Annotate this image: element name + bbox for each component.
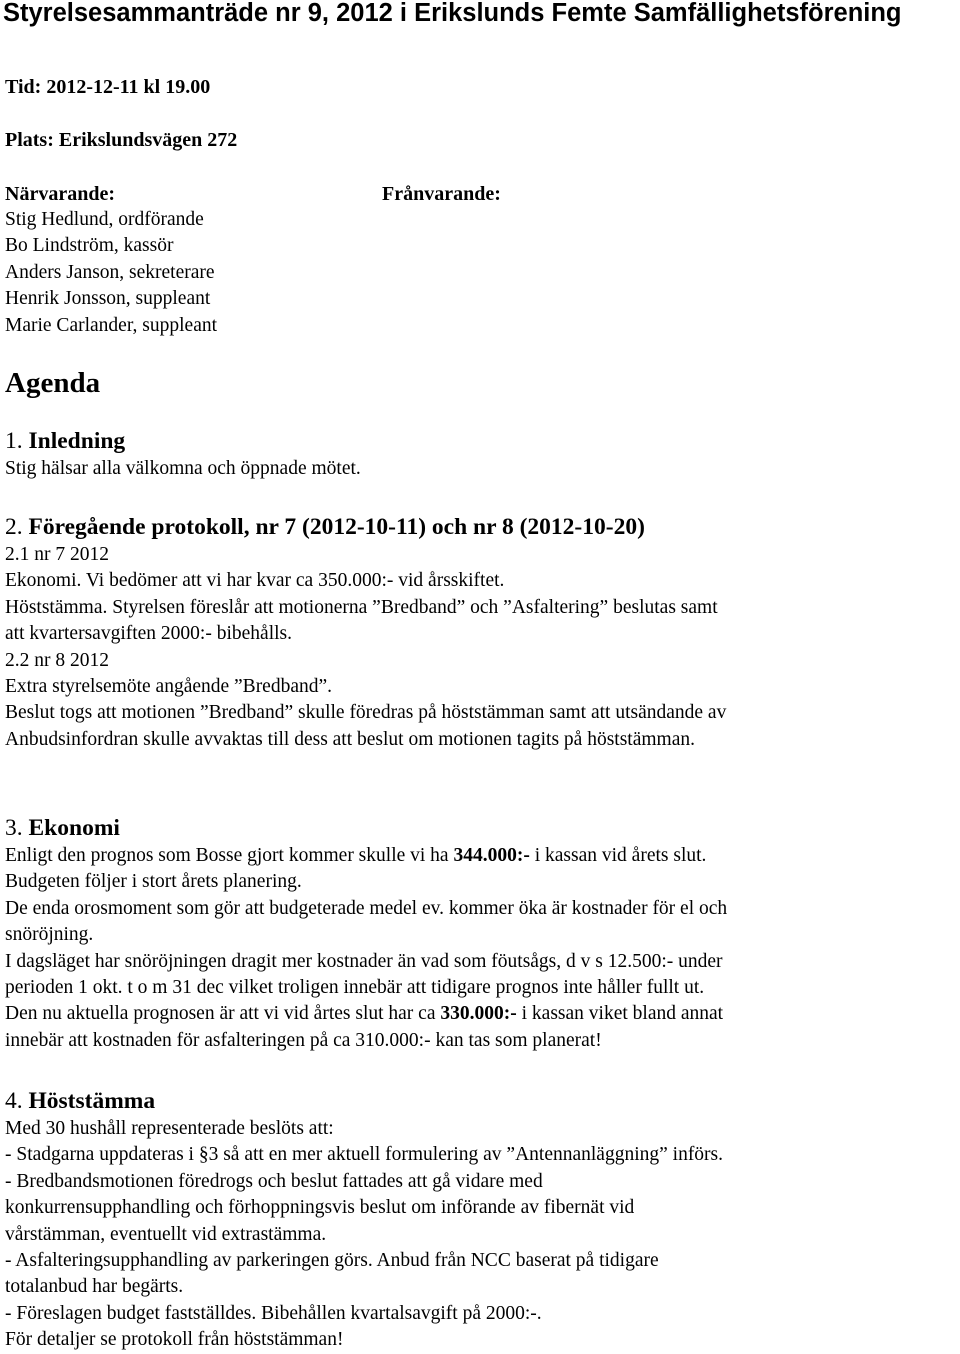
text-line: konkurrensupphandling och förhoppningsvis beslut om införande av fibernät vid [5, 1197, 635, 1219]
text-line: - Föreslagen budget fastställdes. Bibehållen kvartalsavgift på 2000:-. [5, 1302, 542, 1324]
section-heading [5, 427, 125, 455]
text-line: Enligt den prognos som Bosse gjort kommer skulle vi ha 344.000:- i kassan vid årets slut. [5, 845, 707, 866]
text-line: snöröjning. [5, 924, 94, 946]
section-number: 2. [5, 514, 29, 540]
text-line: I dagsläget har snöröjningen dragit mer kostnader än vad som föutsågs, d v s 12.500:- under [5, 950, 723, 972]
text-line: innebär att kostnaden för asfalteringen på ca 310.000:- kan tas som planerat! [5, 1029, 602, 1051]
section-title: Föregående protokoll, nr 7 (2012-10-11) och nr 8 (2012-10-20) [28, 514, 645, 540]
text-line: Ekonomi. Vi bedömer att vi har kvar ca 350.000:- vid årsskiftet. [5, 570, 505, 592]
text-line: vårstämman, eventuellt vid extrastämma. [5, 1223, 327, 1245]
text-line: Beslut togs att motionen ”Bredband” skulle föredras på höststämman samt att utsändande av [5, 702, 727, 724]
text-line: Anbudsinfordran skulle avvaktas till dess att beslut om motionen tagits på höststämman. [5, 728, 695, 750]
text-line: - Bredbandsmotionen föredrogs och beslut fattades att gå vidare med [5, 1170, 543, 1192]
section-number: 4. [5, 1088, 29, 1114]
text-line: Höststämma. Styrelsen föreslår att motionerna ”Bredband” och ”Asfaltering” beslutas samt [5, 596, 718, 618]
text-line: Med 30 hushåll representerade beslöts att: [5, 1118, 334, 1139]
present-list [5, 207, 217, 339]
text-line: 2.1 nr 7 2012 [5, 544, 109, 565]
present-member: Stig Hedlund, ordförande [5, 209, 204, 230]
section-heading [5, 513, 645, 541]
text-line: perioden 1 okt. t o m 31 dec vilket troligen innebär att tidigare prognos inte håller fullt ut. [5, 977, 705, 999]
section-number: 3. [5, 815, 29, 841]
section-title: Höststämma [28, 1088, 156, 1114]
present-member: Bo Lindström, kassör [5, 235, 174, 257]
section-title: Ekonomi [28, 815, 120, 841]
absent-label: Frånvarande: [382, 183, 501, 205]
text-line: att kvartersavgiften 2000:- bibehålls. [5, 623, 292, 645]
section-body [5, 456, 361, 482]
section-heading [5, 1087, 155, 1115]
meeting-time: Tid: 2012-12-11 kl 19.00 [5, 76, 211, 98]
section-title: Inledning [28, 428, 126, 454]
text-line: De enda orosmoment som gör att budgeterade medel ev. kommer öka är kostnader för el och [5, 897, 728, 919]
section-number: 1. [5, 428, 29, 454]
document-title: Styrelsesammanträde nr 9, 2012 i Erikslunds Femte Samfällighetsförening [3, 0, 902, 27]
present-member: Marie Carlander, suppleant [5, 314, 218, 336]
text-line: Extra styrelsemöte angående ”Bredband”. [5, 676, 333, 698]
section-body [5, 843, 727, 1054]
text-line: - Asfalteringsupphandling av parkeringen görs. Anbud från NCC baserat på tidigare [5, 1250, 659, 1272]
text-line: Stig hälsar alla välkomna och öppnade mötet. [5, 458, 361, 479]
text-line: Den nu aktuella prognosen är att vi vid årtes slut har ca 330.000:- i kassan viket bland annat [5, 1003, 724, 1025]
section-body [5, 542, 726, 753]
present-label: Närvarande: [5, 183, 115, 205]
text-line: 2.2 nr 8 2012 [5, 649, 109, 671]
present-member: Henrik Jonsson, suppleant [5, 288, 211, 310]
text-line: Budgeten följer i stort årets planering. [5, 871, 302, 893]
section-heading [5, 814, 120, 842]
present-member: Anders Janson, sekreterare [5, 261, 215, 283]
section-body [5, 1116, 723, 1354]
text-line: - Stadgarna uppdateras i §3 så att en mer aktuell formulering av ”Antennanläggning” införs. [5, 1144, 724, 1166]
meeting-place: Plats: Erikslundsvägen 272 [5, 129, 238, 151]
text-line: totalanbud har begärts. [5, 1276, 184, 1298]
text-line: För detaljer se protokoll från höststämman! [5, 1329, 344, 1351]
agenda-heading: Agenda [5, 367, 101, 399]
